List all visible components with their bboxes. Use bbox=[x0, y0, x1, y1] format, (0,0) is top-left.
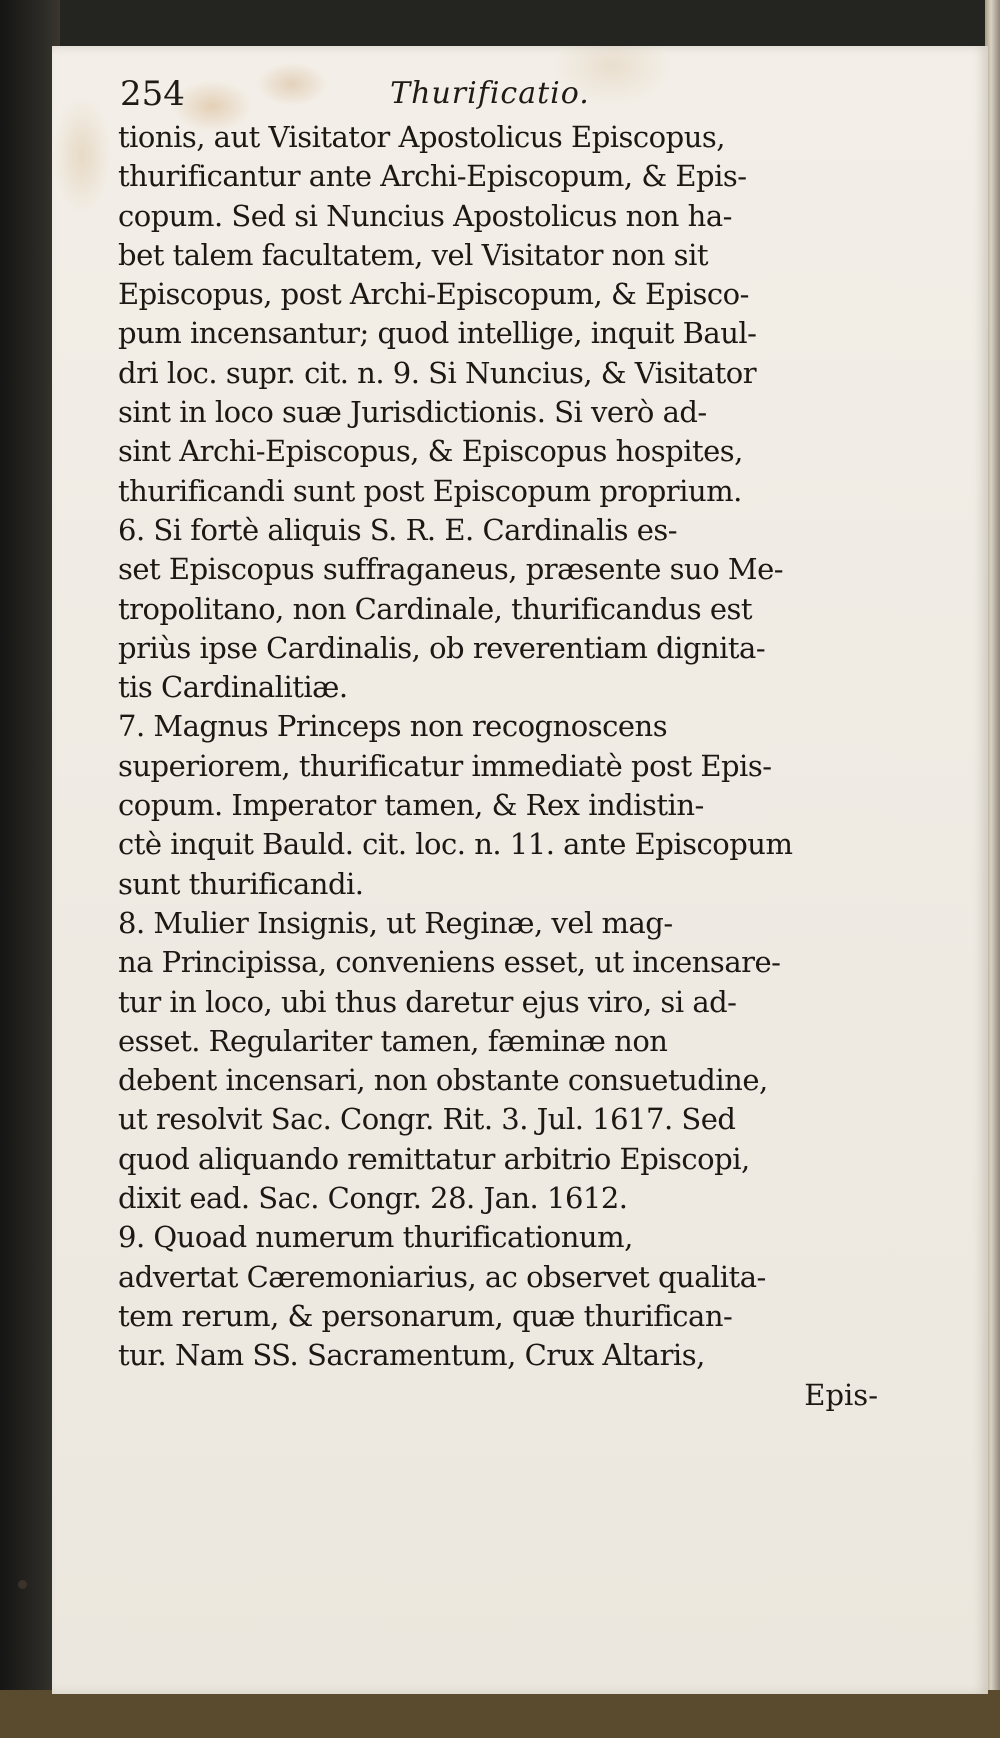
running-head: Thurificatio. bbox=[390, 76, 590, 111]
text-line: ctè inquit Bauld. cit. loc. n. 11. ante Episcopum bbox=[118, 827, 793, 862]
ink-speck bbox=[18, 1580, 27, 1589]
text-line: copum. Sed si Nuncius Apostolicus non ha- bbox=[118, 198, 732, 233]
text-line: tropolitano, non Cardinale, thurificandus est bbox=[118, 591, 753, 626]
text-line: dixit ead. Sac. Congr. 28. Jan. 1612. bbox=[118, 1181, 628, 1216]
text-line: dri loc. supr. cit. n. 9. Si Nuncius, & Visitator bbox=[118, 355, 757, 390]
book-gutter-shadow bbox=[0, 0, 60, 1738]
text-line: tem rerum, & personarum, quæ thurifican- bbox=[118, 1298, 733, 1333]
catchword: Epis- bbox=[804, 1377, 878, 1412]
text-line: 9. Quoad numerum thurificationum, bbox=[118, 1220, 633, 1255]
text-line: quod aliquando remittatur arbitrio Episcopi, bbox=[118, 1141, 750, 1176]
text-line: tis Cardinalitiæ. bbox=[118, 670, 348, 705]
text-line: set Episcopus suffraganeus, præsente suo Me- bbox=[118, 552, 784, 587]
text-line: sint Archi-Episcopus, & Episcopus hospites, bbox=[118, 434, 743, 469]
text-line: esset. Regulariter tamen, fæminæ non bbox=[118, 1023, 668, 1058]
text-line: debent incensari, non obstante consuetudine, bbox=[118, 1063, 768, 1098]
text-line: advertat Cæremoniarius, ac observet qualita- bbox=[118, 1259, 766, 1294]
text-line: ut resolvit Sac. Congr. Rit. 3. Jul. 1617. Sed bbox=[118, 1102, 736, 1137]
text-line: tur. Nam SS. Sacramentum, Crux Altaris, bbox=[118, 1338, 705, 1373]
text-line: na Principissa, conveniens esset, ut incensare- bbox=[118, 945, 781, 980]
page-number: 254 bbox=[120, 74, 185, 114]
text-line: sint in loco suæ Jurisdictionis. Si verò ad- bbox=[118, 395, 707, 430]
text-line: pum incensantur; quod intellige, inquit Baul- bbox=[118, 316, 757, 351]
text-line: 8. Mulier Insignis, ut Reginæ, vel mag- bbox=[118, 905, 673, 940]
text-line: Episcopus, post Archi-Episcopum, & Episco- bbox=[118, 277, 749, 312]
body-text bbox=[118, 118, 878, 1415]
text-line: tur in loco, ubi thus daretur ejus viro, si ad- bbox=[118, 984, 737, 1019]
text-line: priùs ipse Cardinalis, ob reverentiam dignita- bbox=[118, 630, 766, 665]
text-line: thurificandi sunt post Episcopum proprium. bbox=[118, 473, 742, 508]
text-line: 6. Si fortè aliquis S. R. E. Cardinalis es- bbox=[118, 512, 678, 547]
book-cover-edge bbox=[0, 1690, 1000, 1738]
page-header bbox=[120, 72, 860, 116]
text-line: 7. Magnus Princeps non recognoscens bbox=[118, 709, 668, 744]
text-line: tionis, aut Visitator Apostolicus Episcopus, bbox=[118, 120, 725, 154]
text-line: superiorem, thurificatur immediatè post Epis- bbox=[118, 748, 772, 783]
text-line: bet talem facultatem, vel Visitator non sit bbox=[118, 237, 708, 272]
text-line: sunt thurificandi. bbox=[118, 866, 364, 901]
text-line: copum. Imperator tamen, & Rex indistin- bbox=[118, 788, 704, 823]
text-line: thurificantur ante Archi-Episcopum, & Epis- bbox=[118, 159, 747, 194]
